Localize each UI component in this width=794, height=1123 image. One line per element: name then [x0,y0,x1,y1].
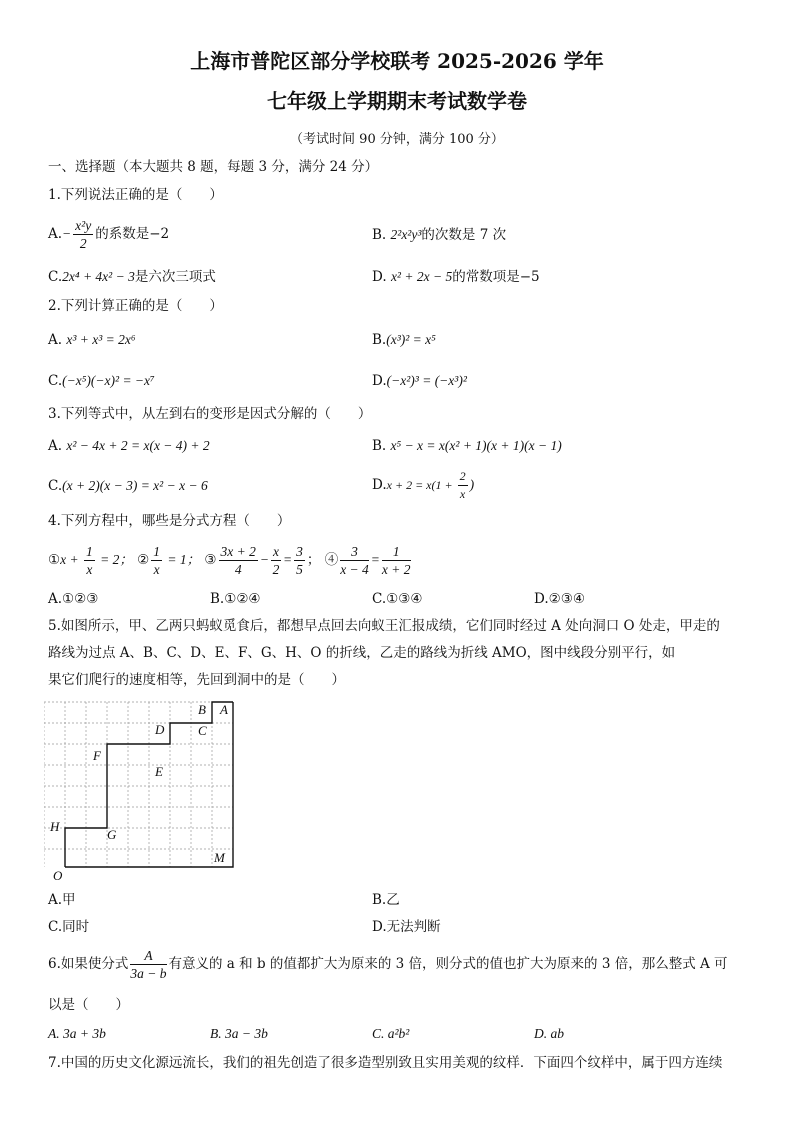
numerator: 2 [458,468,468,486]
ant-path-figure [44,696,244,882]
option-label: B. [372,227,387,243]
section-heading: 一、选择题（本大题共 8 题，每题 3 分，满分 24 分） [48,159,379,175]
operator: = [370,552,380,567]
circled-3: ③ [204,552,217,568]
q1-option-c[interactable] [48,268,216,286]
expression: (x + 2)(x − 3) = x² − x − 6 [62,478,208,493]
expression: 2²x²y³ [390,227,422,242]
option-text: 的系数是−2 [95,226,170,242]
q1-option-b[interactable] [372,226,506,244]
q6-option-a[interactable]: A. 3a + 3b [48,1026,106,1041]
numerator: x [273,544,280,559]
expression: x + 2 = x(1 + [386,478,456,492]
fraction [271,543,281,578]
q5-line2: 路线为过点 A、B、C、D、E、F、G、H、O 的折线，乙走的路线为折线 AMO，图中线段分别平行，如 [48,645,676,661]
q5-option-d[interactable]: D.无法判断 [372,919,441,935]
label-m: M [214,850,225,865]
denominator: 4 [234,562,242,577]
option-label: D. [372,373,387,389]
circled-4: ④ [324,552,339,568]
label-f: F [93,748,101,763]
q1-stem: 1.下列说法正确的是（ ） [48,187,223,203]
numerator: 3 [340,543,369,561]
operator: − [259,552,270,567]
fraction [130,947,166,982]
q4-option-d[interactable]: D.②③④ [534,591,585,607]
denominator: 3a − b [130,966,167,981]
separator: ； [306,552,321,568]
q1-option-a[interactable] [48,217,169,252]
numerator: 1 [382,543,411,561]
fraction [84,543,95,578]
expression: (−x²)³ = (−x³)² [386,373,467,388]
exam-info: （考试时间 90 分钟，满分 100 分） [290,132,504,147]
option-label: A. [48,438,63,454]
q2-stem: 2.下列计算正确的是（ ） [48,298,223,314]
q3-option-b[interactable] [372,437,562,455]
q5-option-b[interactable]: B.乙 [372,892,400,908]
expression: x⁵ − x = x(x² + 1)(x + 1)(x − 1) [390,438,562,453]
expression: = 2； [96,552,133,567]
option-label: A. [48,332,63,348]
fraction [73,217,93,252]
fraction [340,543,369,578]
label-c: C [198,723,207,738]
numerator: 1 [153,544,160,559]
minus-sign: − [62,226,72,241]
q2-option-a[interactable] [48,331,136,349]
label-a: A [220,702,228,717]
expression: x + [60,552,82,567]
q4-stem: 4.下列方程中，哪些是分式方程（ ） [48,513,291,529]
q2-option-c[interactable] [48,372,155,390]
option-text: 的常数项是−5 [452,269,540,285]
label-o: O [53,868,63,882]
q5-line3: 果它们爬行的速度相等，先回到洞中的是（ ） [48,672,345,688]
q6-option-c[interactable]: C. a²b² [372,1026,410,1041]
denominator: 2 [272,562,280,577]
q7-line1: 7.中国的历史文化源远流长，我们的祖先创造了很多造型别致且实用美观的纹样．下面四个纹样中，属于四方连续 [48,1055,723,1071]
fraction [294,543,305,578]
denominator: x + 2 [381,562,411,577]
option-label: A. [48,226,63,242]
denominator: 2 [79,236,87,251]
fraction [382,543,411,578]
option-label: C. [48,269,63,285]
q4-option-a[interactable]: A.①②③ [48,591,99,607]
q1-option-d[interactable] [372,268,540,286]
label-h: H [50,819,60,834]
denominator: x [153,562,160,577]
denominator: x − 4 [340,562,369,577]
circled-1: ① [48,552,61,568]
option-label: C. [48,478,63,494]
q5-option-c[interactable]: C.同时 [48,919,90,935]
q6-option-d[interactable]: D. ab [534,1026,564,1041]
label-b: B [198,702,206,717]
option-text: 是六次三项式 [134,269,216,285]
denominator: x [459,487,466,501]
fraction [458,468,468,503]
numerator: x²y [75,218,92,233]
q3-stem: 3.下列等式中，从左到右的变形是因式分解的（ ） [48,406,372,422]
title-line1: 上海市普陀区部分学校联考 2025-2026 学年 [190,49,604,73]
expression: ) [469,477,475,492]
expression: x³ + x³ = 2x⁶ [66,332,136,347]
title-line2: 七年级上学期期末考试数学卷 [267,89,527,113]
option-text: 的次数是 7 次 [421,227,507,243]
numerator: A [130,947,166,965]
q4-option-c[interactable]: C.①③④ [372,591,423,607]
expression: x² − 4x + 2 = x(x − 4) + 2 [66,438,210,453]
q4-option-b[interactable]: B.①②④ [210,591,261,607]
q6-stem [48,947,728,982]
denominator: 5 [296,562,303,577]
expression: (−x⁵)(−x)² = −x⁷ [62,373,155,388]
q2-option-d[interactable] [372,372,467,390]
denominator: x [86,562,93,577]
label-e: E [155,764,163,779]
q6-stem-post: 有意义的 a 和 b 的值都扩大为原来的 3 倍，则分式的值也扩大为原来的 3 倍，那么整式 A 可 [168,956,728,972]
fraction [151,543,162,578]
expression: 2x⁴ + 4x² − 3 [62,269,135,284]
q3-option-d[interactable] [372,468,474,503]
numerator: 3x + 2 [220,544,256,559]
q4-equations [48,543,413,578]
q6-option-b[interactable]: B. 3a − 3b [210,1026,268,1041]
circled-2: ② [137,552,150,568]
label-g: G [107,827,117,842]
option-label: D. [372,477,387,493]
q6-stem-pre: 6.如果使分式 [48,956,129,972]
option-label: C. [48,373,63,389]
expression: x² + 2x − 5 [390,269,453,284]
expression: (x³)² = x⁵ [386,332,436,347]
operator: = [283,552,293,567]
numerator: 1 [85,544,93,559]
fraction [219,543,258,578]
option-label: D. [372,269,387,285]
q5-line1: 5.如图所示，甲、乙两只蚂蚁觅食后，都想早点回去向蚁王汇报成绩，它们同时经过 A 处向洞口 O 处走，甲走的 [48,618,720,634]
q3-option-a[interactable] [48,437,210,455]
option-label: B. [372,332,387,348]
expression: = 1； [164,552,201,567]
numerator: 3 [296,544,303,559]
q2-option-b[interactable] [372,331,436,349]
q5-option-a[interactable]: A.甲 [48,892,76,908]
option-label: B. [372,438,387,454]
q6-line2: 以是（ ） [48,997,129,1013]
label-d: D [155,722,165,737]
q3-option-c[interactable] [48,477,208,495]
